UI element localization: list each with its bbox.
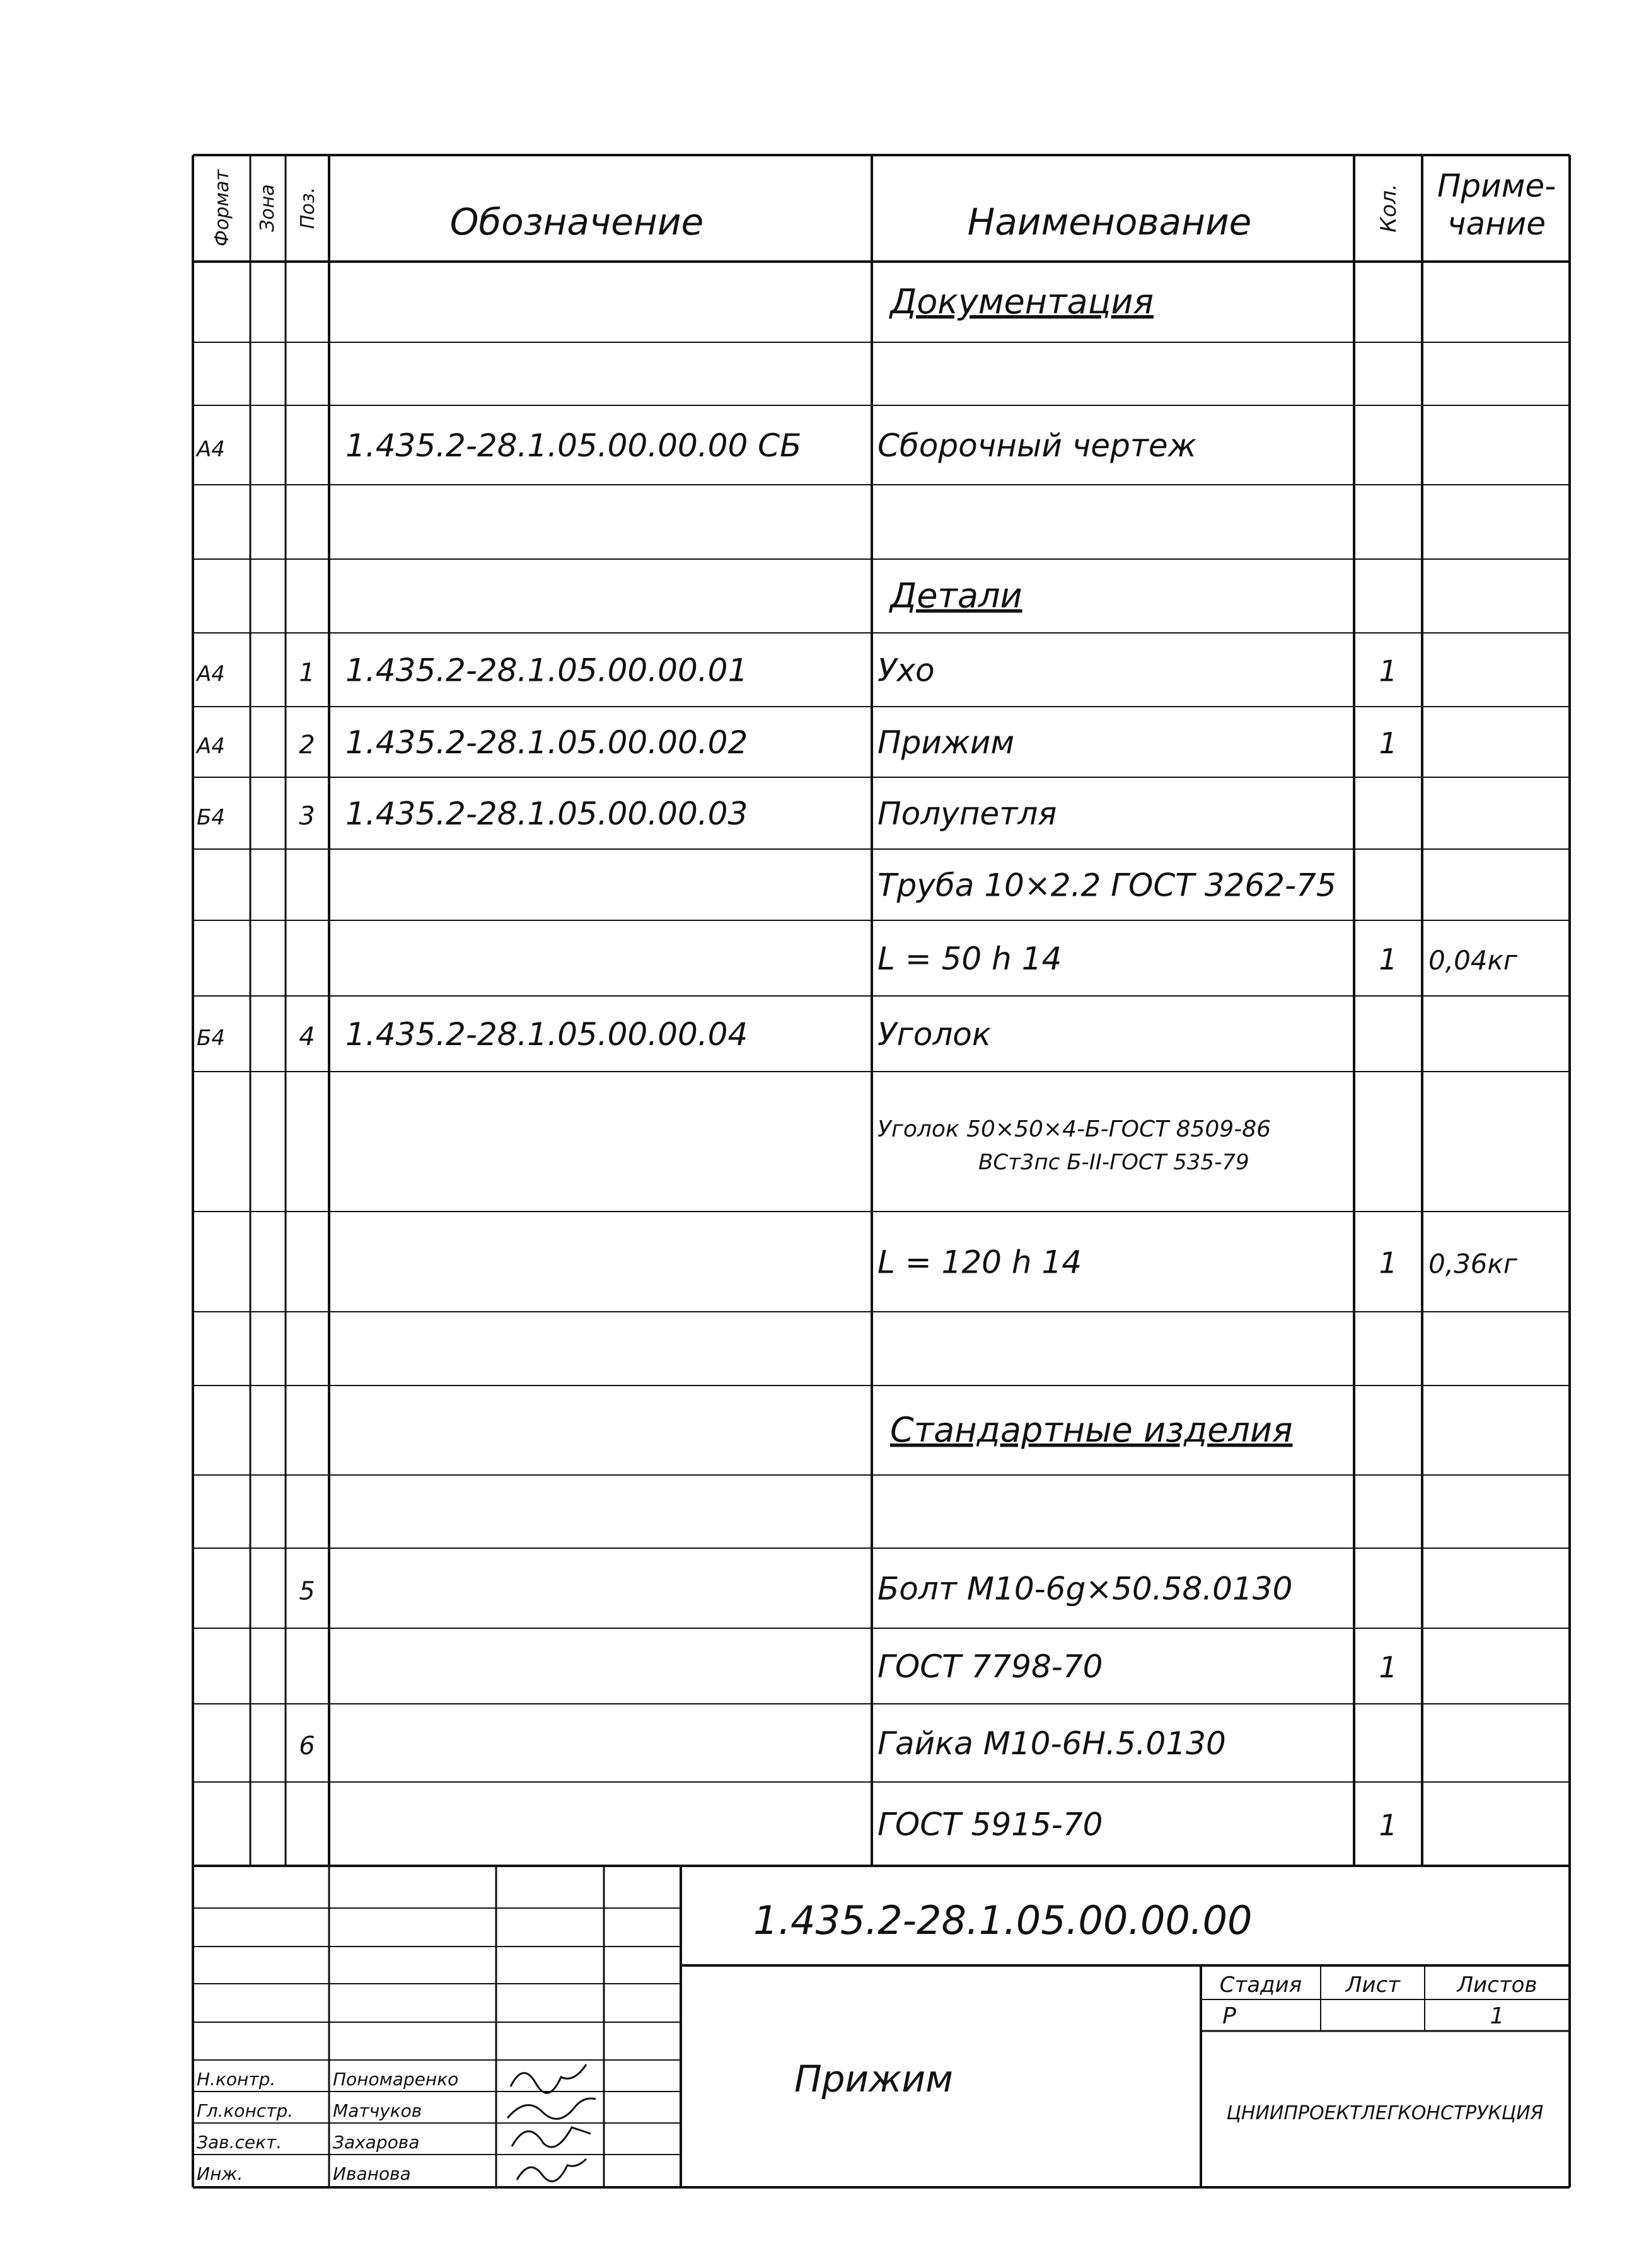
cell-qty: 1 <box>1379 942 1398 976</box>
cell-qty: 1 <box>1379 1808 1398 1843</box>
sheets-value: 1 <box>1490 2003 1505 2029</box>
table-row <box>889 282 1154 321</box>
cell-name: Сборочный чертеж <box>877 427 1196 464</box>
cell-name: Документация <box>890 282 1154 321</box>
cell-qty: 1 <box>1379 726 1398 760</box>
cell-name: Уголок 50×50×4-Б-ГОСТ 8509-86 <box>877 1116 1271 1142</box>
cell-note: 0,04кг <box>1428 945 1517 976</box>
table-row <box>877 1116 1271 1175</box>
signature-role: Зав.сект. <box>197 2132 282 2153</box>
header-name: Наименование <box>967 200 1252 243</box>
table-row <box>877 867 1336 904</box>
cell-name: Болт М10-6g×50.58.0130 <box>877 1570 1293 1607</box>
cell-name: ГОСТ 5915-70 <box>877 1806 1103 1843</box>
signature-role: Гл.констр. <box>197 2100 294 2121</box>
signature-role: Н.контр. <box>197 2069 276 2090</box>
table-row <box>890 1410 1293 1450</box>
cell-name: Полупетля <box>877 796 1057 832</box>
cell-name: Гайка М10-6Н.5.0130 <box>877 1725 1226 1762</box>
header-qty: Кол. <box>1376 183 1401 233</box>
organization: ЦНИИПРОЕКТЛЕГКОНСТРУКЦИЯ <box>1226 2102 1544 2124</box>
header-designation: Обозначение <box>449 200 704 243</box>
table-row <box>197 796 1057 832</box>
signature-name: Матчуков <box>333 2100 422 2121</box>
table-row <box>299 1571 1292 1607</box>
cell-qty: 1 <box>1379 1246 1398 1280</box>
cell-pos: 1 <box>299 658 315 688</box>
cell-name: L = 50 h 14 <box>877 940 1062 977</box>
cell-designation: 1.435.2-28.1.05.00.00.04 <box>345 1016 748 1053</box>
cell-format: Б4 <box>197 805 225 830</box>
header-note-line2: чание <box>1447 205 1546 242</box>
cell-qty: 1 <box>1379 654 1398 688</box>
cell-name: Труба 10×2.2 ГОСТ 3262-75 <box>877 867 1336 904</box>
cell-name-line2: ВСт3пс Б-II-ГОСТ 535-79 <box>978 1150 1249 1175</box>
cell-format: А4 <box>197 661 225 687</box>
signature-role: Инж. <box>197 2163 243 2184</box>
signature-name: Захарова <box>333 2132 420 2153</box>
sheets-label: Листов <box>1457 1972 1538 1998</box>
cell-name: ГОСТ 7798-70 <box>877 1648 1103 1685</box>
cell-designation: 1.435.2-28.1.05.00.00.03 <box>345 796 748 832</box>
stage-label: Стадия <box>1219 1972 1302 1998</box>
spec-table-grid <box>193 155 1570 1866</box>
sheet-label: Лист <box>1345 1972 1401 1998</box>
cell-name: Уголок <box>877 1016 992 1053</box>
cell-qty: 1 <box>1379 1650 1398 1684</box>
table-row <box>877 1648 1398 1685</box>
cell-note: 0,36кг <box>1428 1248 1517 1280</box>
table-rows <box>195 282 1518 1843</box>
signature-name: Иванова <box>333 2163 411 2184</box>
table-row <box>195 652 1398 689</box>
cell-name: Детали <box>890 576 1022 616</box>
drawing-title: Прижим <box>794 2057 953 2100</box>
cell-format: Б4 <box>197 1026 225 1051</box>
header-note-line1: Приме- <box>1437 168 1556 204</box>
header-pos: Поз. <box>297 187 319 229</box>
cell-pos: 6 <box>299 1732 315 1761</box>
header-format: Формат <box>211 170 233 246</box>
table-row <box>889 576 1022 616</box>
signature-name: Пономаренко <box>333 2069 459 2090</box>
title-block <box>197 1897 1544 2184</box>
cell-pos: 3 <box>299 802 315 831</box>
cell-designation: 1.435.2-28.1.05.00.00.02 <box>345 724 748 761</box>
cell-name: Прижим <box>877 724 1015 761</box>
cell-name: Стандартные изделия <box>890 1410 1293 1450</box>
cell-pos: 2 <box>299 731 315 760</box>
cell-name: Ухо <box>877 652 935 689</box>
cell-designation: 1.435.2-28.1.05.00.00.00 СБ <box>345 427 802 464</box>
stage-value: Р <box>1222 2003 1236 2029</box>
cell-format: А4 <box>197 734 225 759</box>
doc-number: 1.435.2-28.1.05.00.00.00 <box>753 1897 1253 1943</box>
cell-name: L = 120 h 14 <box>877 1244 1082 1281</box>
cell-format: А4 <box>197 437 225 462</box>
table-row <box>195 427 1196 464</box>
cell-pos: 4 <box>299 1022 315 1051</box>
cell-designation: 1.435.2-28.1.05.00.00.01 <box>345 652 748 689</box>
header-zone: Зона <box>257 184 279 232</box>
table-row <box>195 724 1398 761</box>
table-row <box>299 1725 1226 1762</box>
cell-pos: 5 <box>299 1577 315 1606</box>
table-row <box>877 1807 1398 1843</box>
